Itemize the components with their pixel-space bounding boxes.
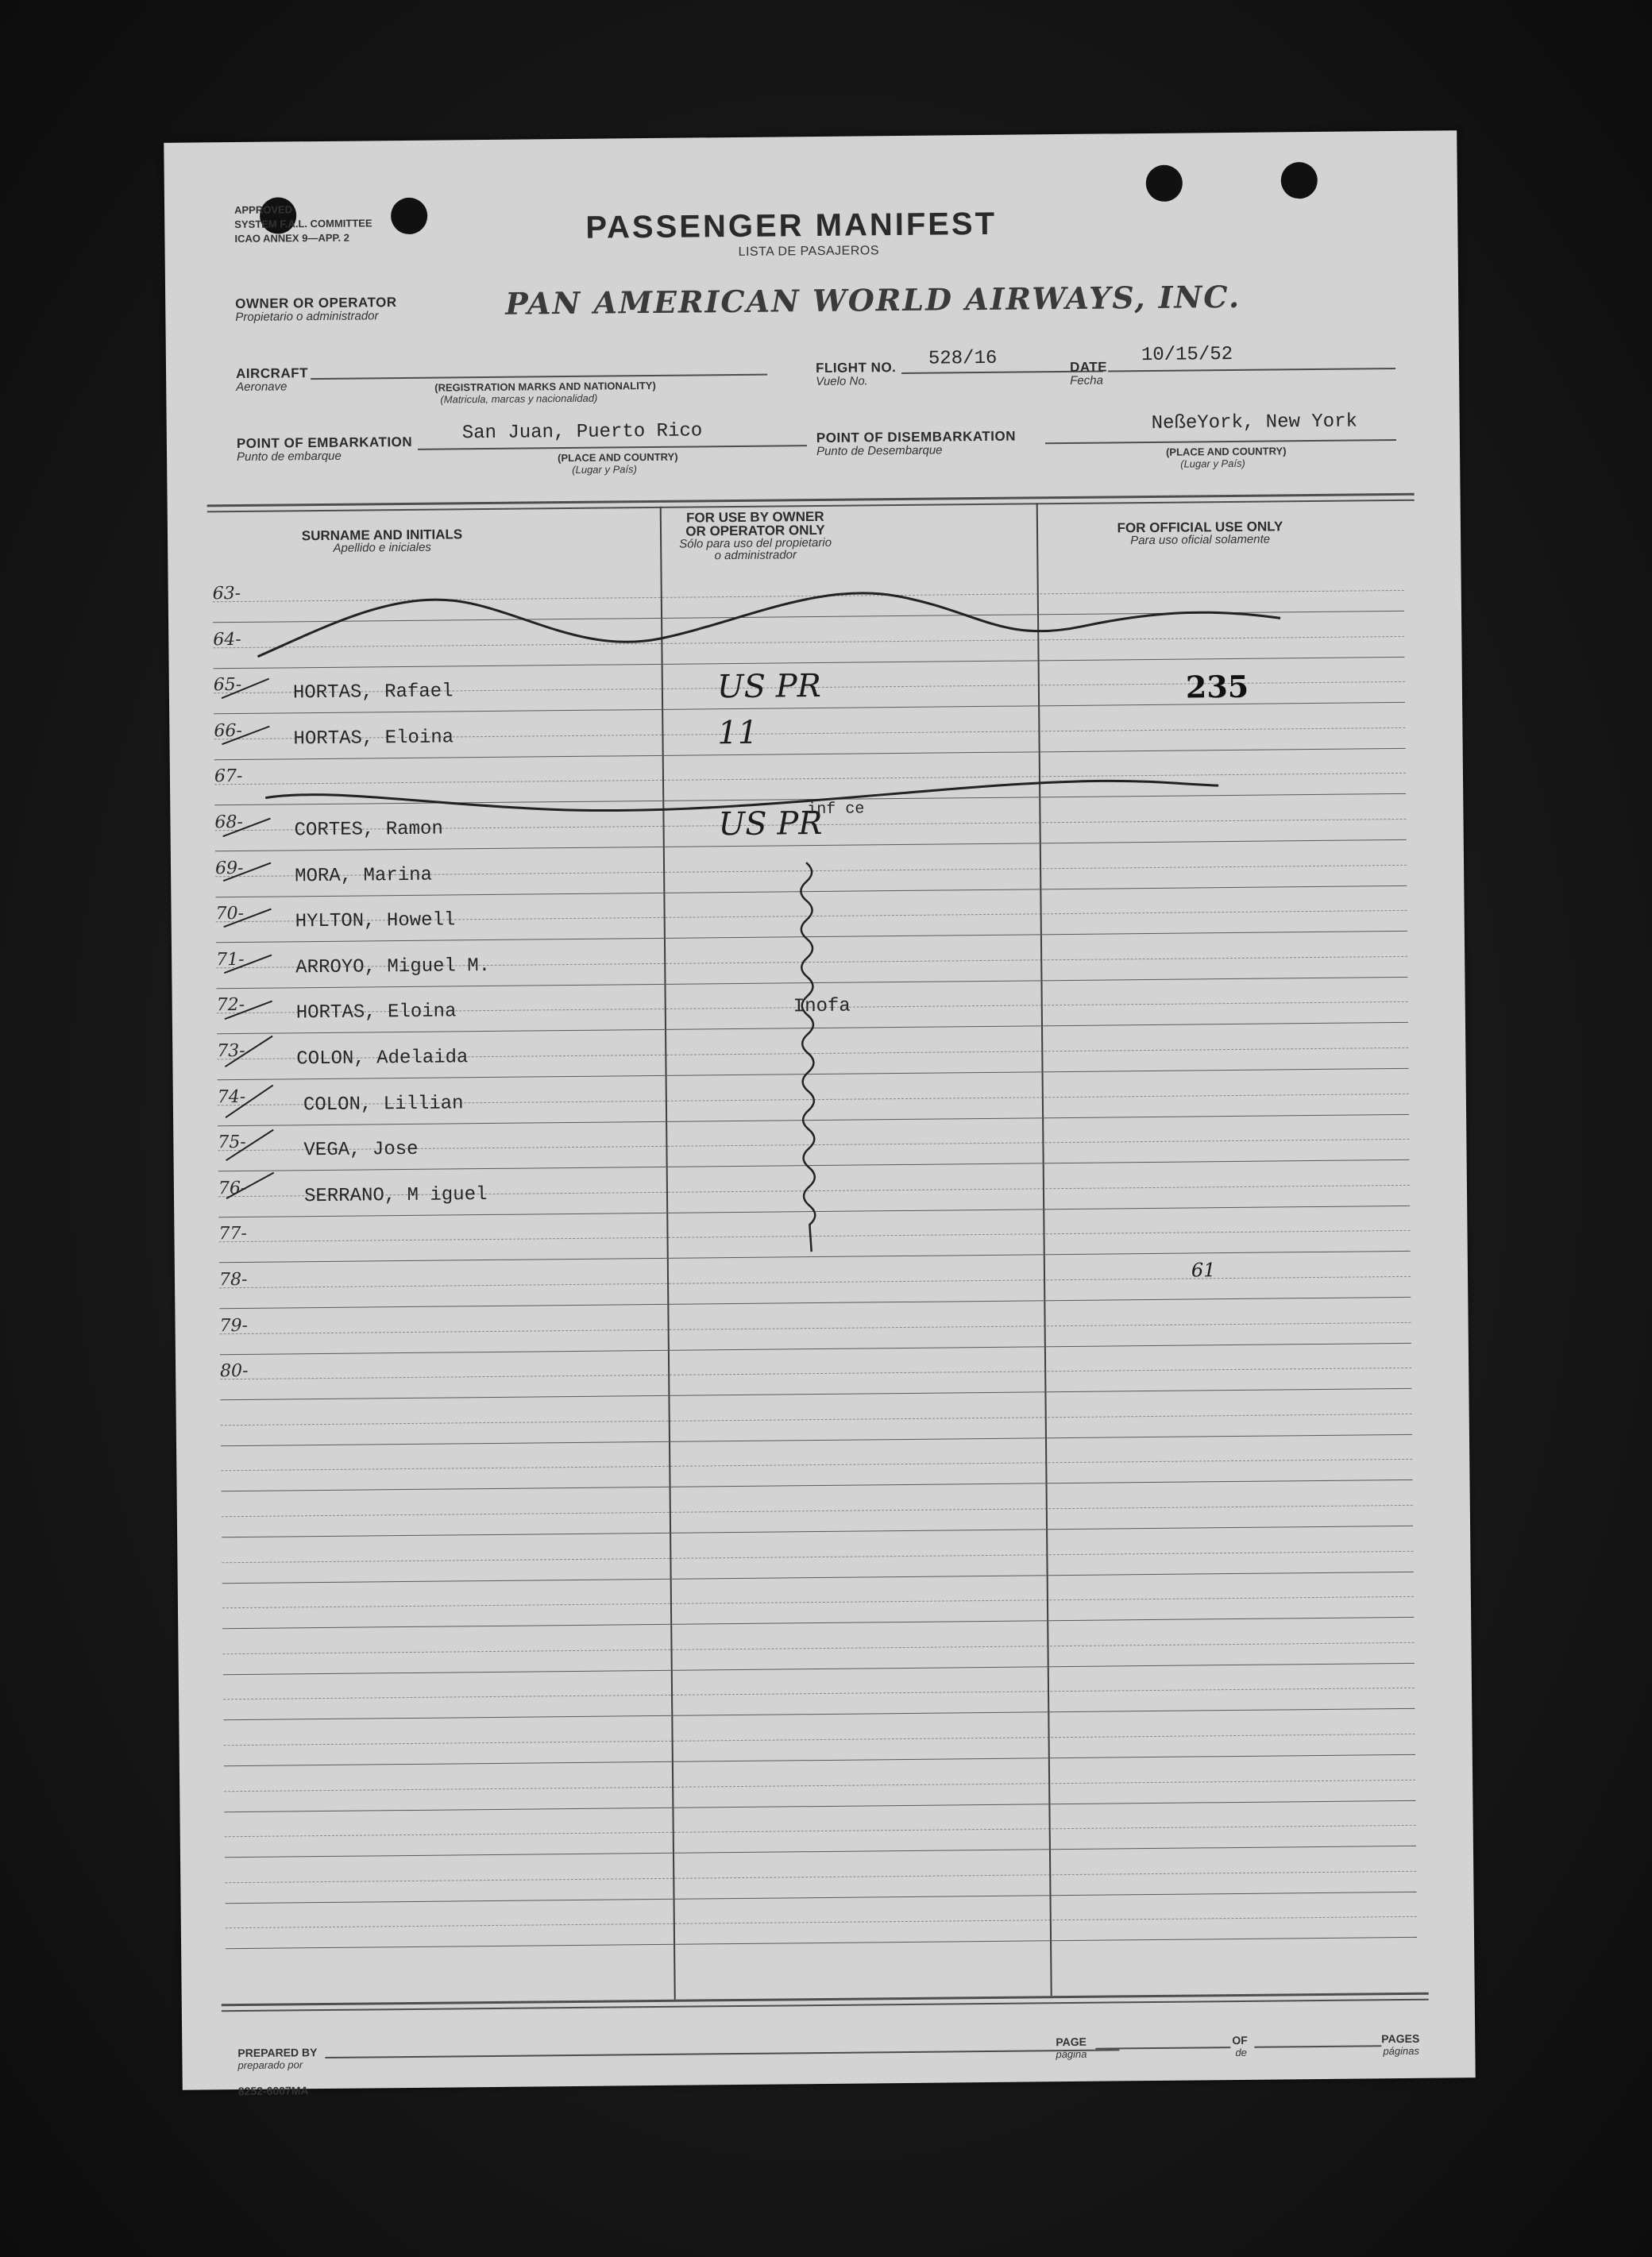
disembarkation-value: NeßeYork, New York [1151,411,1358,434]
column-header-owner-line1: FOR USE BY OWNER [685,508,824,526]
page-number-line [1095,2047,1230,2050]
of-label-es: de [1235,2046,1247,2059]
embarkation-label-es: Punto de embarque [236,449,342,465]
owner-use-entry: 11 [717,714,758,752]
disembarkation-label-es: Punto de Desembarque [816,443,943,458]
column-header-owner-es-line2: o administrador [714,548,797,563]
aircraft-label-es: Aeronave [236,380,288,395]
operator-name: PAN AMERICAN WORLD AIRWAYS, INC. [505,278,1241,322]
manifest-sheet [164,130,1475,2098]
ruled-line [222,1571,1414,1583]
ruled-line [219,1276,1411,1288]
date-value: 10/15/52 [1141,343,1233,367]
form-number: 8252-6007MA [237,2084,309,2098]
row-number: 65- [213,675,242,696]
owner-label-es: Propietario o administrador [235,309,379,325]
row-number: 78- [218,1269,248,1291]
aircraft-field-line [311,374,767,380]
ruled-line [220,1321,1411,1333]
ruled-line [222,1526,1413,1537]
approval-line-2: SYSTEM F.A.L. COMMITTEE [234,217,372,231]
date-label-es: Fecha [1070,373,1103,388]
ruled-line [222,1505,1413,1517]
ruled-line [214,773,1406,785]
disembarkation-label: POINT OF DISEMBARKATION [816,428,1017,446]
ruled-line [224,1779,1415,1791]
passenger-name: COLON, Lillian [303,1092,464,1116]
prepared-by-label: PREPARED BY [237,2046,318,2060]
row-number: 64- [213,629,241,650]
owner-use-note: inf ce [807,800,865,820]
ruled-line [221,1434,1412,1446]
ruled-line [223,1642,1415,1654]
ruled-line [220,1388,1411,1400]
page-label-es: página [1056,2047,1087,2061]
owner-use-entry: US PR [716,668,821,706]
passenger-name: HYLTON, Howell [295,909,456,933]
ruled-line [220,1368,1411,1379]
ruled-line [217,1022,1408,1034]
embarkation-place-note-es: (Lugar y País) [572,463,637,476]
passenger-name: VEGA, Jose [303,1139,419,1162]
ruled-line [226,1892,1417,1904]
passenger-name: CORTES, Ramon [294,818,443,842]
column-header-owner [628,509,883,562]
ruled-line [213,635,1404,647]
column-header-name [263,527,501,555]
embarkation-field-line [418,445,807,450]
page-count-line [1254,2045,1381,2048]
ruled-line [222,1480,1413,1491]
ruled-line [225,1825,1416,1837]
embarkation-value: San Juan, Puerto Rico [461,420,703,445]
column-header-official-en: FOR OFFICIAL USE ONLY [1117,519,1283,536]
ruled-line [223,1663,1415,1675]
official-use-entry: 235 [1185,668,1249,705]
ruled-lines [164,130,1457,143]
table-bottom-rule [222,1999,1429,2012]
ruled-line [222,1617,1414,1629]
prepared-by-line [325,2047,1119,2061]
ruled-line [218,1206,1410,1217]
row-number: 69- [214,858,244,878]
embarkation-label: POINT OF EMBARKATION [236,434,413,452]
column-divider [660,507,676,2000]
ruled-line [218,1113,1409,1125]
official-use-entry: 61 [1191,1259,1216,1282]
ruled-line [224,1800,1415,1811]
aircraft-label: AIRCRAFT [235,365,309,382]
of-label: OF [1232,2033,1248,2047]
column-header-owner-es-line1: Sólo para uso del propietario [679,535,832,551]
registration-note: (REGISTRATION MARKS AND NATIONALITY) [434,379,656,394]
ruled-line [220,1342,1411,1354]
ruled-line [214,656,1405,668]
row-number: 72- [216,995,245,1016]
ruled-line [215,885,1407,897]
page-subtitle: LISTA DE PASAJEROS [738,244,880,259]
page-title: PASSENGER MANIFEST [585,206,998,245]
registration-note-es: (Matricula, marcas y nacionalidad) [440,392,598,406]
owner-use-entry: Inofa [793,996,851,1018]
ruled-line [218,1068,1409,1080]
disembarkation-place-note-es: (Lugar y País) [1180,457,1245,470]
ruled-line [216,977,1407,989]
ruled-line [219,1297,1411,1309]
page-label: PAGE [1056,2035,1087,2049]
flight-label-es: Vuelo No. [816,374,868,389]
punch-hole [1281,162,1318,199]
ruled-line [226,1916,1417,1928]
approval-line-3: ICAO ANNEX 9—APP. 2 [234,231,349,245]
ruled-line [223,1708,1415,1720]
row-number: 80- [220,1361,249,1382]
column-header-official [1081,519,1319,547]
passenger-name: HORTAS, Rafael [292,681,454,704]
ruled-line [226,1937,1417,1949]
ruled-line [216,931,1407,943]
column-header-name-en: SURNAME AND INITIALS [301,527,463,544]
disembarkation-place-note: (PLACE AND COUNTRY) [1165,445,1287,458]
ruled-line [214,748,1406,760]
pages-label: PAGES [1381,2031,1420,2046]
ditto-wavy-line [801,862,816,1252]
flight-label: FLIGHT NO. [815,360,897,376]
flight-number: 528/16 [928,347,998,370]
ruled-line [221,1459,1412,1471]
passenger-name: ARROYO, Miguel M. [295,955,491,979]
row-number: 73- [217,1040,245,1062]
row-number: 71- [216,949,245,970]
ruled-line [224,1754,1415,1766]
passenger-name: HORTAS, Eloina [295,1001,457,1024]
column-header-official-es: Para uso oficial solamente [1130,532,1271,548]
ruled-line [222,1596,1414,1608]
passenger-name: MORA, Marina [295,864,433,887]
row-number: 63- [212,583,241,604]
ruled-line [219,1251,1411,1263]
owner-label: OWNER OR OPERATOR [235,295,397,312]
pages-label-es: páginas [1383,2044,1420,2058]
ruled-line [222,1550,1413,1562]
row-number: 75- [218,1132,246,1153]
row-number: 74- [217,1086,246,1107]
prepared-by-label-es: preparado por [237,2058,303,2072]
ruled-line [218,1159,1410,1171]
ruled-line [224,1734,1415,1746]
disembarkation-field-line [1045,439,1396,444]
ruled-line [223,1688,1415,1700]
passenger-name: HORTAS, Eloina [293,727,454,750]
punch-hole [391,198,427,234]
ruled-line [219,1230,1411,1242]
owner-use-entry: US PR [718,804,823,843]
passenger-name: COLON, Adelaida [296,1047,469,1071]
ruled-line [221,1414,1412,1426]
row-number: 79- [219,1315,249,1336]
ruled-line [225,1871,1416,1883]
date-field-line [1108,368,1395,372]
row-number: 68- [214,812,244,833]
row-number: 66- [214,720,242,742]
column-header-owner-line2: OR OPERATOR ONLY [685,522,825,539]
embarkation-place-note: (PLACE AND COUNTRY) [558,450,678,465]
ruled-line [213,611,1404,623]
column-divider [1036,503,1052,1996]
row-number: 70- [215,904,245,924]
date-label: DATE [1069,359,1108,375]
row-number: 67- [214,766,243,787]
row-number: 77- [218,1224,248,1244]
ruled-line [225,1846,1416,1858]
ruled-line [213,590,1404,602]
row-number: 76- [218,1178,247,1199]
passenger-name: SERRANO, M iguel [303,1183,488,1208]
approval-line-1: APPROVED [234,203,293,217]
column-header-name-es: Apellido e iniciales [333,540,431,555]
punch-hole [1146,165,1183,202]
